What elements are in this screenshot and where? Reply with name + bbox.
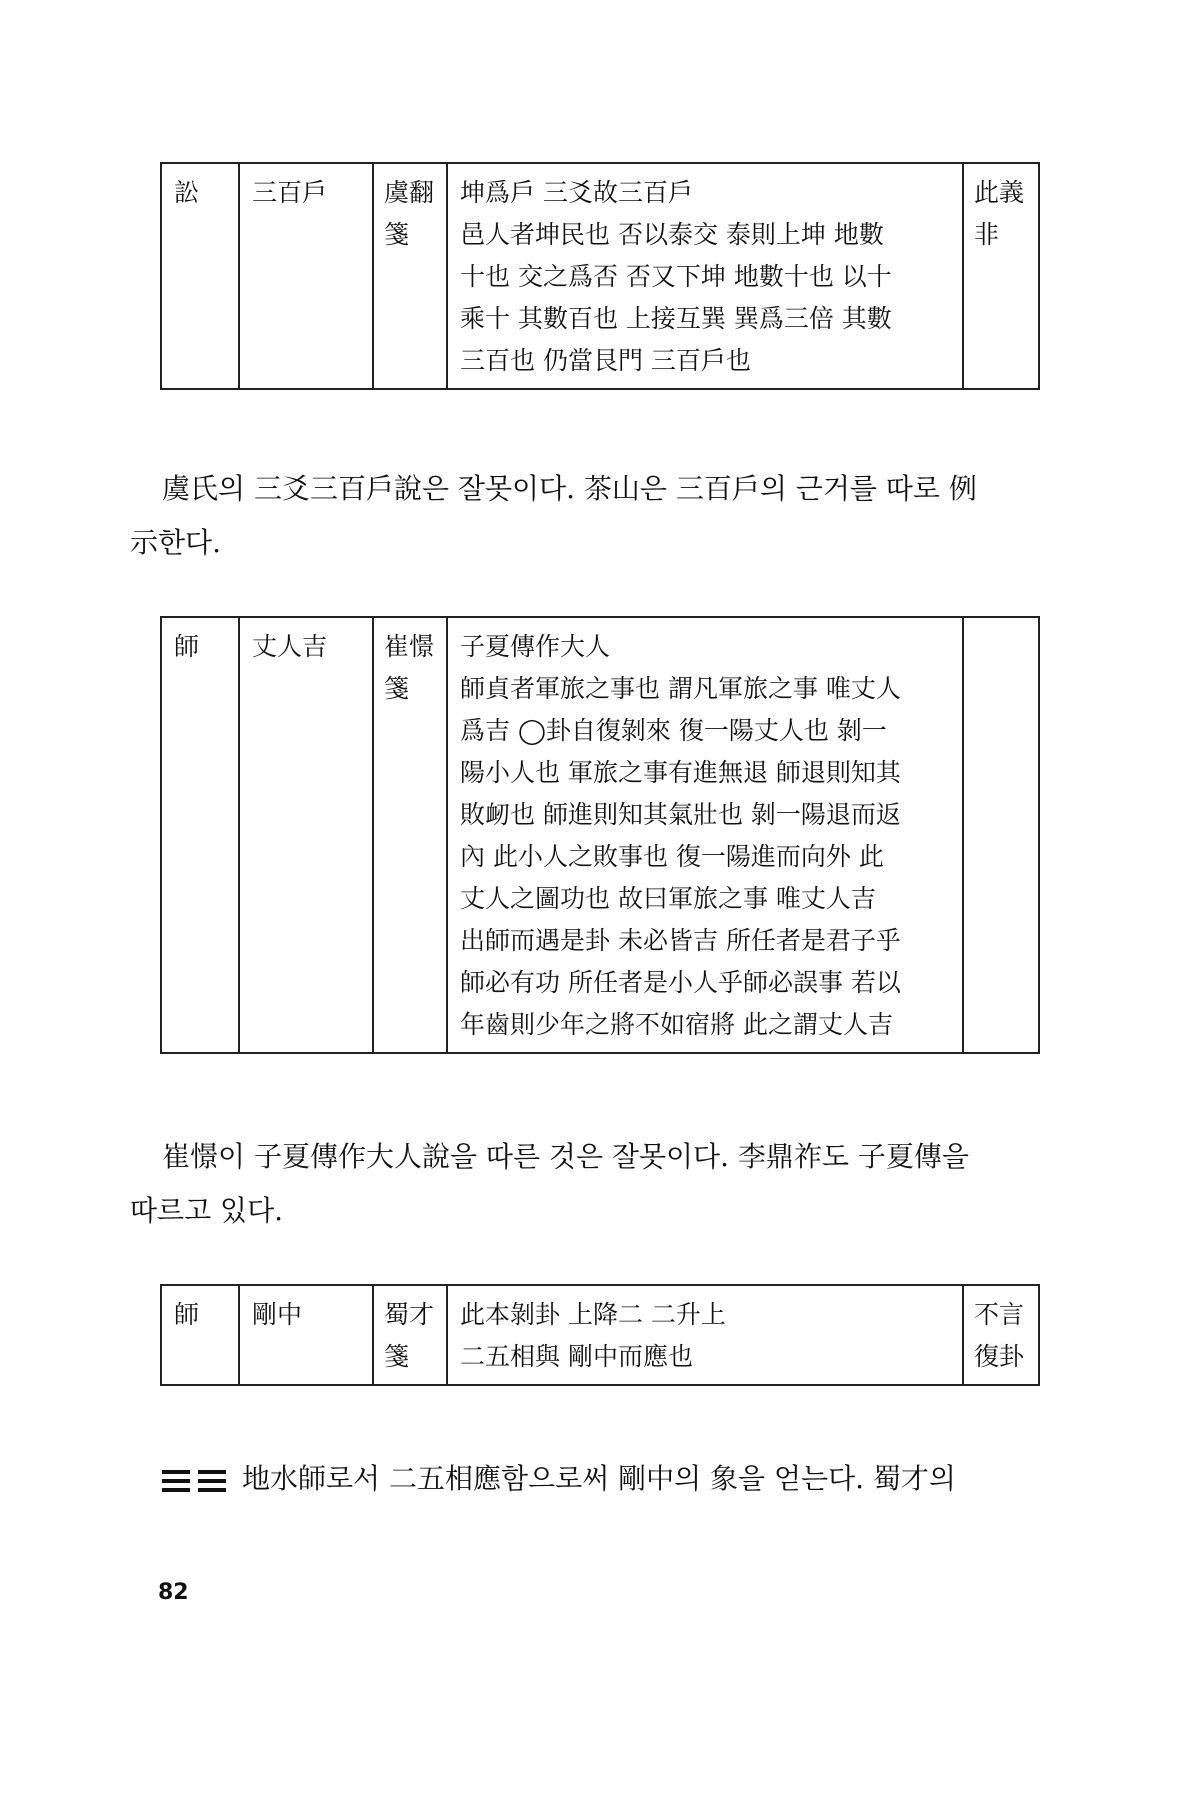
- note-line: 復卦: [974, 1342, 1025, 1371]
- hexagram-icon: [162, 1468, 226, 1494]
- source-type: 箋: [384, 674, 410, 703]
- commentary-line: 年齒則少年之將不如宿將 此之謂丈人吉: [460, 1010, 893, 1039]
- note-cell: [963, 163, 1039, 389]
- commentary-line: 師必有功 所任者是小人乎師必誤事 若以: [460, 968, 901, 997]
- note-line: 此義: [974, 178, 1025, 207]
- commentary-cell: [447, 163, 963, 389]
- phrase: 丈人吉: [252, 632, 328, 661]
- paragraph-line: 崔憬이 子夏傳作大人說을 따른 것은 잘못이다. 李鼎祚도 子夏傳을: [162, 1140, 969, 1173]
- commentary-line: 子夏傳作大人: [460, 632, 611, 661]
- paragraph-line: [130, 1452, 1040, 1506]
- gua-name-cell: [161, 617, 239, 1053]
- commentary-line: 丈人之圖功也 故曰軍旅之事 唯丈人吉: [460, 884, 876, 913]
- body-paragraph-1: [130, 462, 1040, 570]
- source-type: 箋: [384, 220, 410, 249]
- gua-name: 師: [174, 632, 200, 661]
- source-author: 蜀才: [384, 1300, 435, 1329]
- table-row: [161, 163, 1039, 389]
- phrase-cell: [239, 617, 373, 1053]
- commentary-line: 內 此小人之敗事也 復一陽進而向外 此: [460, 842, 884, 871]
- gua-name-cell: [161, 163, 239, 389]
- page-number: 82: [158, 1580, 189, 1605]
- phrase: 剛中: [252, 1300, 303, 1329]
- body-paragraph-2: [130, 1130, 1040, 1238]
- note-line: 不言: [974, 1300, 1025, 1329]
- commentary-line: 出師而遇是卦 未必皆吉 所任者是君子乎: [460, 926, 901, 955]
- annotation-table-1: [160, 162, 1040, 390]
- note-line: 非: [974, 220, 1000, 249]
- phrase-cell: [239, 1285, 373, 1385]
- paragraph-line: 示한다.: [130, 526, 221, 559]
- commentary-line: 此本剝卦 上降二 二升上: [460, 1300, 726, 1329]
- gua-name-cell: [161, 1285, 239, 1385]
- source-author: 虞翻: [384, 178, 435, 207]
- source-cell: [373, 617, 447, 1053]
- commentary-cell: [447, 1285, 963, 1385]
- source-type: 箋: [384, 1342, 410, 1371]
- note-cell: [963, 1285, 1039, 1385]
- gua-name: 師: [174, 1300, 200, 1329]
- phrase-cell: [239, 163, 373, 389]
- annotation-table-2: [160, 616, 1040, 1054]
- commentary-line: 敗衂也 師進則知其氣壯也 剝一陽退而返: [460, 800, 901, 829]
- phrase: 三百戶: [252, 178, 328, 207]
- commentary-line: 師貞者軍旅之事也 謂凡軍旅之事 唯丈人: [460, 674, 901, 703]
- commentary-line: 乘十 其數百也 上接互巽 巽爲三倍 其數: [460, 304, 892, 333]
- final-line-text: 地水師로서 二五相應함으로써 剛中의 象을 얻는다. 蜀才의: [242, 1462, 956, 1495]
- table-row: [161, 617, 1039, 1053]
- commentary-line: 三百也 仍當艮門 三百戶也: [460, 346, 751, 375]
- commentary-line: 坤爲戶 三爻故三百戶: [460, 178, 693, 207]
- source-cell: [373, 1285, 447, 1385]
- commentary-line: 邑人者坤民也 否以泰交 泰則上坤 地數: [460, 220, 884, 249]
- paragraph-line: 따르고 있다.: [130, 1194, 284, 1227]
- note-cell: [963, 617, 1039, 1053]
- gua-name: 訟: [174, 178, 200, 207]
- commentary-cell: [447, 617, 963, 1053]
- body-paragraph-3: [130, 1452, 1040, 1506]
- paragraph-line: 虞氏의 三爻三百戶說은 잘못이다. 茶山은 三百戶의 근거를 따로 例: [162, 472, 977, 505]
- annotation-table-3: [160, 1284, 1040, 1386]
- source-author: 崔憬: [384, 632, 435, 661]
- source-cell: [373, 163, 447, 389]
- commentary-line: 陽小人也 軍旅之事有進無退 師退則知其: [460, 758, 901, 787]
- commentary-line: 二五相與 剛中而應也: [460, 1342, 693, 1371]
- commentary-line: 十也 交之爲否 否又下坤 地數十也 以十: [460, 262, 892, 291]
- table-row: [161, 1285, 1039, 1385]
- commentary-line: 爲吉 ◯卦自復剝來 復一陽丈人也 剝一: [460, 716, 887, 745]
